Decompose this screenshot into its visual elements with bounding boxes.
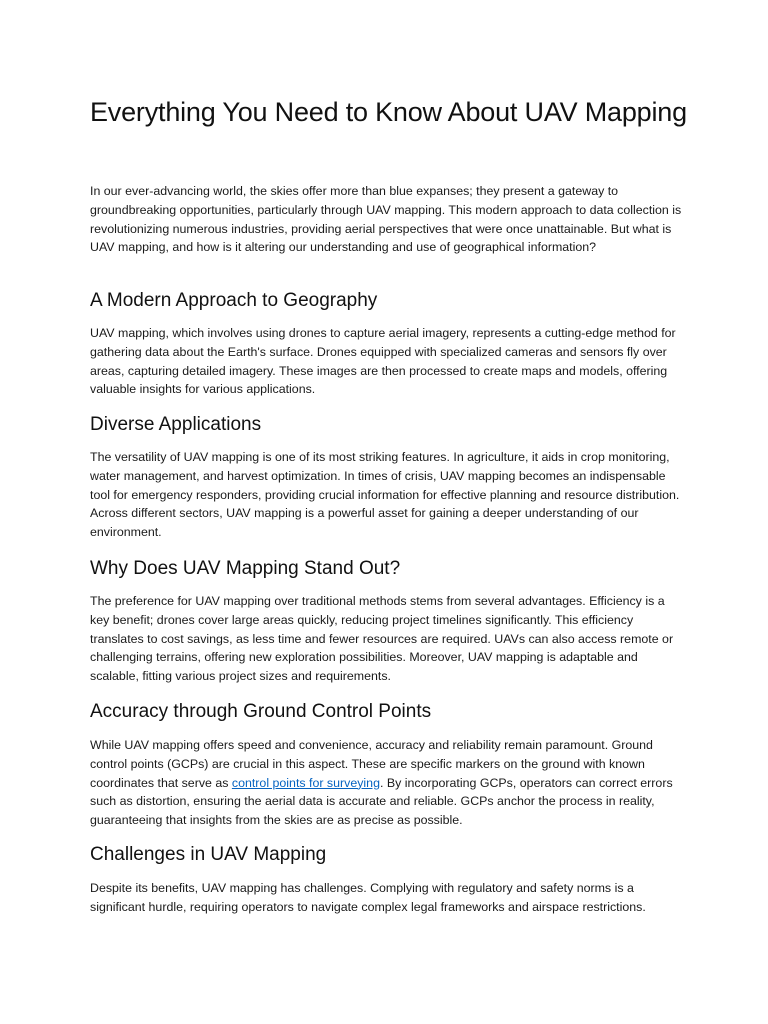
control-points-surveying-link[interactable]: control points for surveying [231, 775, 380, 790]
section-heading-modern-approach: A Modern Approach to Geography [90, 290, 378, 311]
paragraph-text-before-link: While UAV mapping offers speed and convenience, accuracy and reliability remain paramount. Ground control points (GCPs) are crucial in this aspect. These are specific markers on the ground with known coordinates that serve as [90, 738, 653, 790]
section-heading-challenges: Challenges in UAV Mapping [90, 844, 327, 865]
paragraph-text-after-link: . By incorporating GCPs, operators can correct errors such as distortion, ensuring the aerial data is accurate and reliable. GCPs anchor the process in reality, guaranteeing that insights from the skies are as precise as possible. [90, 775, 673, 828]
intro-paragraph: In our ever-advancing world, the skies offer more than blue expanses; they present a gateway to groundbreaking opportunities, particularly through UAV mapping. This modern approach to data collection is revolutionizing numerous industries, providing aerial perspectives that were once unattainable. But what is UAV mapping, and how is it altering our understanding and use of geographical information? [90, 184, 682, 255]
section-paragraph-diverse-applications: The versatility of UAV mapping is one of its most striking features. In agriculture, it aids in crop monitoring, water management, and harvest optimization. In times of crisis, UAV mapping becomes an indispensable tool for emergency responders, providing crucial information for effective planning and resource distribution. Across different sectors, UAV mapping is a powerful asset for gaining a deeper understanding of our environment. [90, 450, 680, 540]
section-paragraph-challenges: Despite its benefits, UAV mapping has challenges. Complying with regulatory and safety norms is a significant hurdle, requiring operators to navigate complex legal frameworks and airspace restrictions. [90, 881, 646, 914]
section-heading-accuracy-gcp: Accuracy through Ground Control Points [90, 701, 432, 722]
section-paragraph-why-stand-out: The preference for UAV mapping over traditional methods stems from several advantages. Efficiency is a key benefit; drones cover large areas quickly, reducing project timelines significantly. This efficiency translates to cost savings, as less time and fewer resources are required. UAVs can also access remote or challenging terrains, offering new exploration possibilities. Moreover, UAV mapping is adaptable and scalable, fitting various project sizes and requirements. [90, 594, 674, 684]
section-paragraph-modern-approach: UAV mapping, which involves using drones to capture aerial imagery, represents a cutting-edge method for gathering data about the Earth's surface. Drones equipped with specialized cameras and sensors fly over areas, capturing detailed imagery. These images are then processed to create maps and models, offering valuable insights for various applications. [90, 326, 676, 397]
section-heading-diverse-applications: Diverse Applications [90, 414, 262, 435]
document-title: Everything You Need to Know About UAV Mapping [90, 97, 687, 127]
section-heading-why-stand-out: Why Does UAV Mapping Stand Out? [90, 558, 401, 579]
section-paragraph-accuracy-gcp [90, 736, 685, 830]
